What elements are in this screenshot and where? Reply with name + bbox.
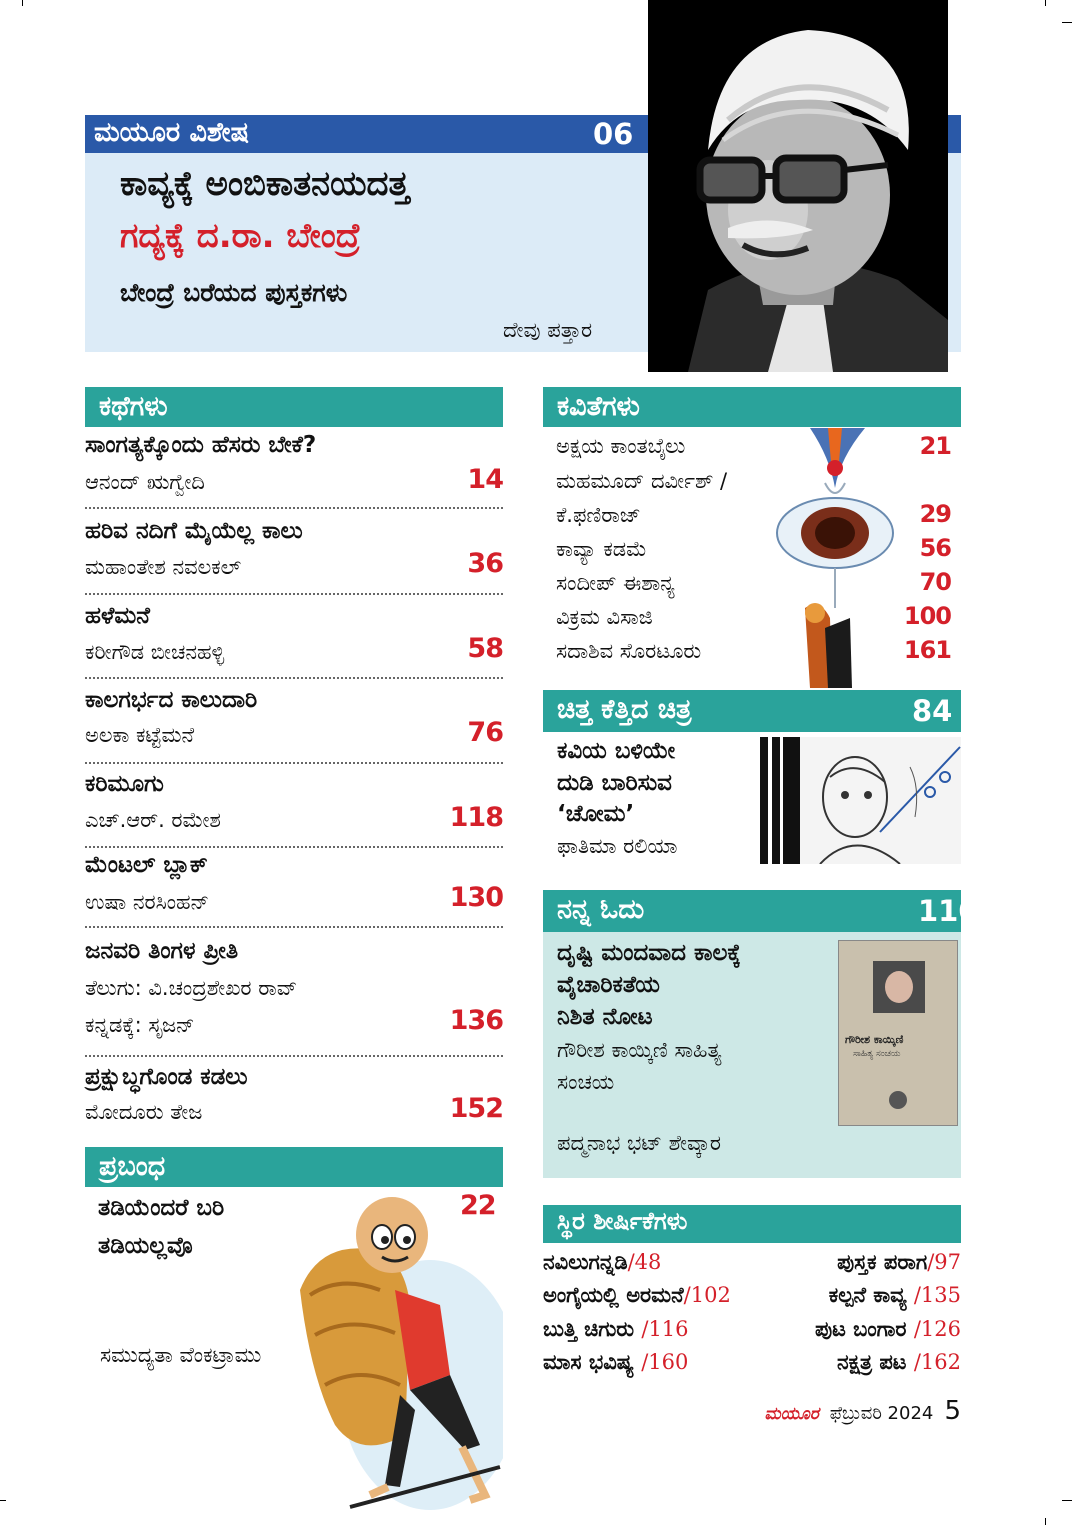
chitra-header-label: ಚಿತ್ತ ಕೆತ್ತಿದ ಚಿತ್ರ — [557, 694, 692, 725]
feature-author: ದೇವು ಪತ್ತಾರ — [503, 318, 593, 342]
chitra-page[interactable]: 84 — [912, 694, 953, 728]
regular-left-3-name: ಬುತ್ತಿ ಚಿಗುರು — [543, 1317, 642, 1341]
essay-title-line2[interactable]: ತಡಿಯಲ್ಲವೊ — [98, 1233, 193, 1259]
nanna-book-name-line2[interactable]: ಸಂಚಯ — [557, 1070, 615, 1094]
story-page-1[interactable]: 14 — [467, 464, 503, 495]
story-page-3[interactable]: 58 — [467, 633, 503, 664]
regular-left-3[interactable] — [543, 1317, 689, 1342]
essay-cartoon-illustration — [290, 1195, 503, 1517]
story-divider-2 — [85, 593, 503, 595]
chitra-author: ಫಾತಿಮಾ ರಲಿಯಾ — [557, 834, 678, 858]
story-title-5[interactable]: ಕರಿಮೂಗು — [85, 771, 164, 797]
chitra-header — [543, 690, 961, 732]
story-page-6[interactable]: 130 — [449, 882, 503, 913]
regular-left-2[interactable] — [543, 1283, 731, 1308]
chitra-line2[interactable]: ದುಡಿ ಬಾರಿಸುವ — [557, 770, 672, 796]
feature-title-line1: ಕಾವ್ಯಕ್ಕೆ ಅಂಬಿಕಾತನಯದತ್ತ — [120, 164, 410, 204]
book-cover-photo-face — [885, 971, 913, 1003]
regular-header-label: ಸ್ಥಿರ ಶೀರ್ಷಿಕೆಗಳು — [557, 1207, 688, 1235]
poem-author-3[interactable]: ಕೆ.ಫಣಿರಾಜ್ — [556, 503, 641, 527]
regular-left-2-page: /102 — [683, 1283, 731, 1307]
regular-right-4[interactable] — [837, 1350, 961, 1375]
regular-left-2-name: ಅಂಗೈಯಲ್ಲಿ ಅರಮನೆ — [543, 1283, 684, 1307]
chitra-line3[interactable]: ‘ಚೋಮ’ — [557, 801, 635, 827]
poem-author-2[interactable]: ಮಹಮೂದ್ ದರ್ವೀಶ್ / — [556, 469, 728, 493]
poem-author-5[interactable]: ಸಂದೀಪ್ ಈಶಾನ್ಯ — [556, 571, 675, 595]
poem-page-7[interactable]: 161 — [903, 636, 951, 664]
regular-right-3[interactable] — [815, 1317, 961, 1342]
story-title-3[interactable]: ಹಳೆಮನೆ — [85, 603, 150, 629]
poem-page-1[interactable]: 21 — [919, 432, 951, 460]
feature-title-line2: ಗದ್ಯಕ್ಕೆ ದ.ರಾ. ಬೇಂದ್ರೆ — [120, 216, 361, 256]
nanna-line1[interactable]: ದೃಷ್ಟಿ ಮಂದವಾದ ಕಾಲಕ್ಕೆ — [557, 940, 741, 966]
story-divider-1 — [85, 507, 503, 509]
nanna-page[interactable]: 110 — [918, 894, 979, 928]
poem-author-1[interactable]: ಅಕ್ಷಯ ಕಾಂತಬೈಲು — [556, 434, 686, 458]
footer-date: ಫೆಬ್ರುವರಿ 2024 — [829, 1403, 934, 1424]
poem-author-4[interactable]: ಕಾವ್ಯಾ ಕಡಮೆ — [556, 537, 647, 561]
story-author-2: ಮಹಾಂತೇಶ ನವಲಕಲ್ — [85, 555, 242, 579]
story-author-4: ಅಲಕಾ ಕಟ್ಟೆಮನೆ — [85, 723, 195, 747]
poem-author-6[interactable]: ವಿಕ್ರಮ ವಿಸಾಜಿ — [556, 605, 653, 629]
essay-header: ಪ್ರಬಂಧ — [85, 1147, 503, 1187]
story-page-7[interactable]: 136 — [449, 1005, 503, 1036]
poem-page-5[interactable]: 70 — [919, 568, 951, 596]
story-title-1[interactable]: ಸಾಂಗತ್ಯಕ್ಕೊಂದು ಹೆಸರು ಬೇಕೆ? — [85, 432, 317, 458]
crop-mark-top-right — [1045, 0, 1046, 6]
regular-right-2-name: ಕಲ್ಪನೆ ಕಾವ್ಯ — [828, 1283, 914, 1307]
nanna-book-cover — [838, 940, 958, 1126]
poems-header: ಕವಿತೆಗಳು — [543, 387, 961, 427]
story-divider-5 — [85, 846, 503, 848]
feature-band-label: ಮಯೂರ ವಿಶೇಷ — [94, 117, 249, 148]
feature-page-number: 06 — [593, 117, 634, 151]
poem-page-6[interactable]: 100 — [903, 602, 951, 630]
regular-right-2-page: /135 — [913, 1283, 961, 1307]
essay-title-line1[interactable]: ತಡಿಯೆಂದರೆ ಬರಿ — [98, 1195, 225, 1221]
feature-subtitle: ಬೇಂದ್ರೆ ಬರೆಯದ ಪುಸ್ತಕಗಳು — [120, 278, 348, 307]
footer — [764, 1396, 961, 1426]
story-divider-3 — [85, 677, 503, 679]
stories-header: ಕಥೆಗಳು — [85, 387, 503, 427]
story-author-7: ತೆಲುಗು: ವಿ.ಚಂದ್ರಶೇಖರ ರಾವ್ — [85, 976, 298, 1000]
crop-mark-bottom-right — [1045, 1518, 1046, 1525]
regular-left-1-name: ನವಿಲುಗನ್ನಡಿ — [543, 1250, 628, 1274]
story-title-6[interactable]: ಮೆಂಟಲ್ ಬ್ಲಾಕ್ — [85, 852, 208, 878]
regular-right-4-page: /162 — [913, 1350, 961, 1374]
story-title-8[interactable]: ಪ್ರಕ್ಷುಬ್ಧಗೊಂಡ ಕಡಲು — [85, 1064, 248, 1090]
portrait-photo — [648, 0, 948, 372]
chitra-sketch — [760, 737, 961, 864]
book-cover-emblem — [889, 1091, 907, 1109]
poems-illustration — [770, 428, 900, 688]
crop-mark-left-bottom — [0, 1500, 6, 1501]
nanna-line2[interactable]: ವೈಚಾರಿಕತೆಯ — [557, 972, 660, 998]
story-author-6: ಉಷಾ ನರಸಿಂಹನ್ — [85, 890, 210, 914]
nanna-header — [543, 890, 961, 932]
poem-author-7[interactable]: ಸದಾಶಿವ ಸೊರಟೂರು — [556, 639, 702, 663]
story-translator-7: ಕನ್ನಡಕ್ಕೆ: ಸೃಜನ್ — [85, 1013, 195, 1037]
chitra-line1[interactable]: ಕವಿಯ ಬಳಿಯೇ — [557, 738, 676, 764]
regular-left-3-page: /116 — [641, 1317, 689, 1341]
nanna-book-name-line1[interactable]: ಗೌರೀಶ ಕಾಯ್ಕಿಣಿ ಸಾಹಿತ್ಯ — [557, 1038, 722, 1062]
story-page-5[interactable]: 118 — [449, 802, 503, 833]
story-author-3: ಕರೀಗೌಡ ಬೀಚನಹಳ್ಳಿ — [85, 640, 225, 664]
essay-page[interactable]: 22 — [460, 1190, 496, 1221]
story-author-5: ಎಚ್.ಆರ್. ರಮೇಶ — [85, 808, 221, 832]
regular-right-1-page: /97 — [927, 1250, 961, 1274]
regular-right-1[interactable] — [837, 1250, 961, 1275]
crop-mark-top-left — [22, 0, 23, 6]
regular-left-4-page: /160 — [641, 1350, 689, 1374]
story-author-8: ಮೋದೂರು ತೇಜ — [85, 1100, 203, 1124]
crop-mark-right-top — [1062, 22, 1072, 23]
regular-right-1-name: ಪುಸ್ತಕ ಪರಾಗ — [837, 1250, 928, 1274]
regular-right-3-name: ಪುಟ ಬಂಗಾರ — [814, 1317, 914, 1341]
essay-author: ಸಮುದ್ಯತಾ ವೆಂಕಟ್ರಾಮು — [100, 1343, 262, 1367]
story-divider-4 — [85, 762, 503, 764]
regular-left-4-name: ಮಾಸ ಭವಿಷ್ಯ — [543, 1350, 642, 1374]
nanna-header-label: ನನ್ನ ಓದು — [557, 894, 645, 925]
poem-page-3[interactable]: 29 — [919, 500, 951, 528]
story-title-4[interactable]: ಕಾಲಗರ್ಭದ ಕಾಲುದಾರಿ — [85, 687, 258, 713]
poem-page-4[interactable]: 56 — [919, 534, 951, 562]
regular-left-4[interactable] — [543, 1350, 688, 1375]
footer-brand-logo: ಮಯೂರ — [764, 1404, 819, 1424]
regular-right-2[interactable] — [829, 1283, 961, 1308]
nanna-line3[interactable]: ನಿಶಿತ ನೋಟ — [557, 1004, 653, 1030]
story-page-2[interactable]: 36 — [467, 548, 503, 579]
regular-left-1-page: /48 — [627, 1250, 662, 1274]
story-author-1: ಆನಂದ್ ಋಗ್ವೇದಿ — [85, 470, 205, 494]
story-title-7[interactable]: ಜನವರಿ ತಿಂಗಳ ಪ್ರೀತಿ — [85, 938, 239, 964]
book-cover-title: ಗೌರೀಶ ಕಾಯ್ಕಿಣಿ — [845, 1033, 904, 1046]
book-cover-subtitle: ಸಾಹಿತ್ಯ ಸಂಚಯ — [853, 1049, 901, 1059]
story-divider-7 — [85, 1055, 503, 1057]
story-page-8[interactable]: 152 — [449, 1093, 503, 1124]
story-divider-6 — [85, 926, 503, 928]
story-title-2[interactable]: ಹರಿವ ನದಿಗೆ ಮೈಯೆಲ್ಲ ಕಾಲು — [85, 518, 303, 544]
regular-right-3-page: /126 — [913, 1317, 961, 1341]
regular-right-4-name: ನಕ್ಷತ್ರ ಪಟ — [836, 1350, 914, 1374]
nanna-author: ಪದ್ಮನಾಭ ಭಟ್ ಶೇವ್ಕಾರ — [557, 1131, 721, 1155]
regular-left-1[interactable] — [543, 1250, 661, 1275]
footer-page-number: 5 — [944, 1396, 961, 1426]
story-page-4[interactable]: 76 — [467, 717, 503, 748]
crop-mark-right-bottom — [1062, 1500, 1072, 1501]
